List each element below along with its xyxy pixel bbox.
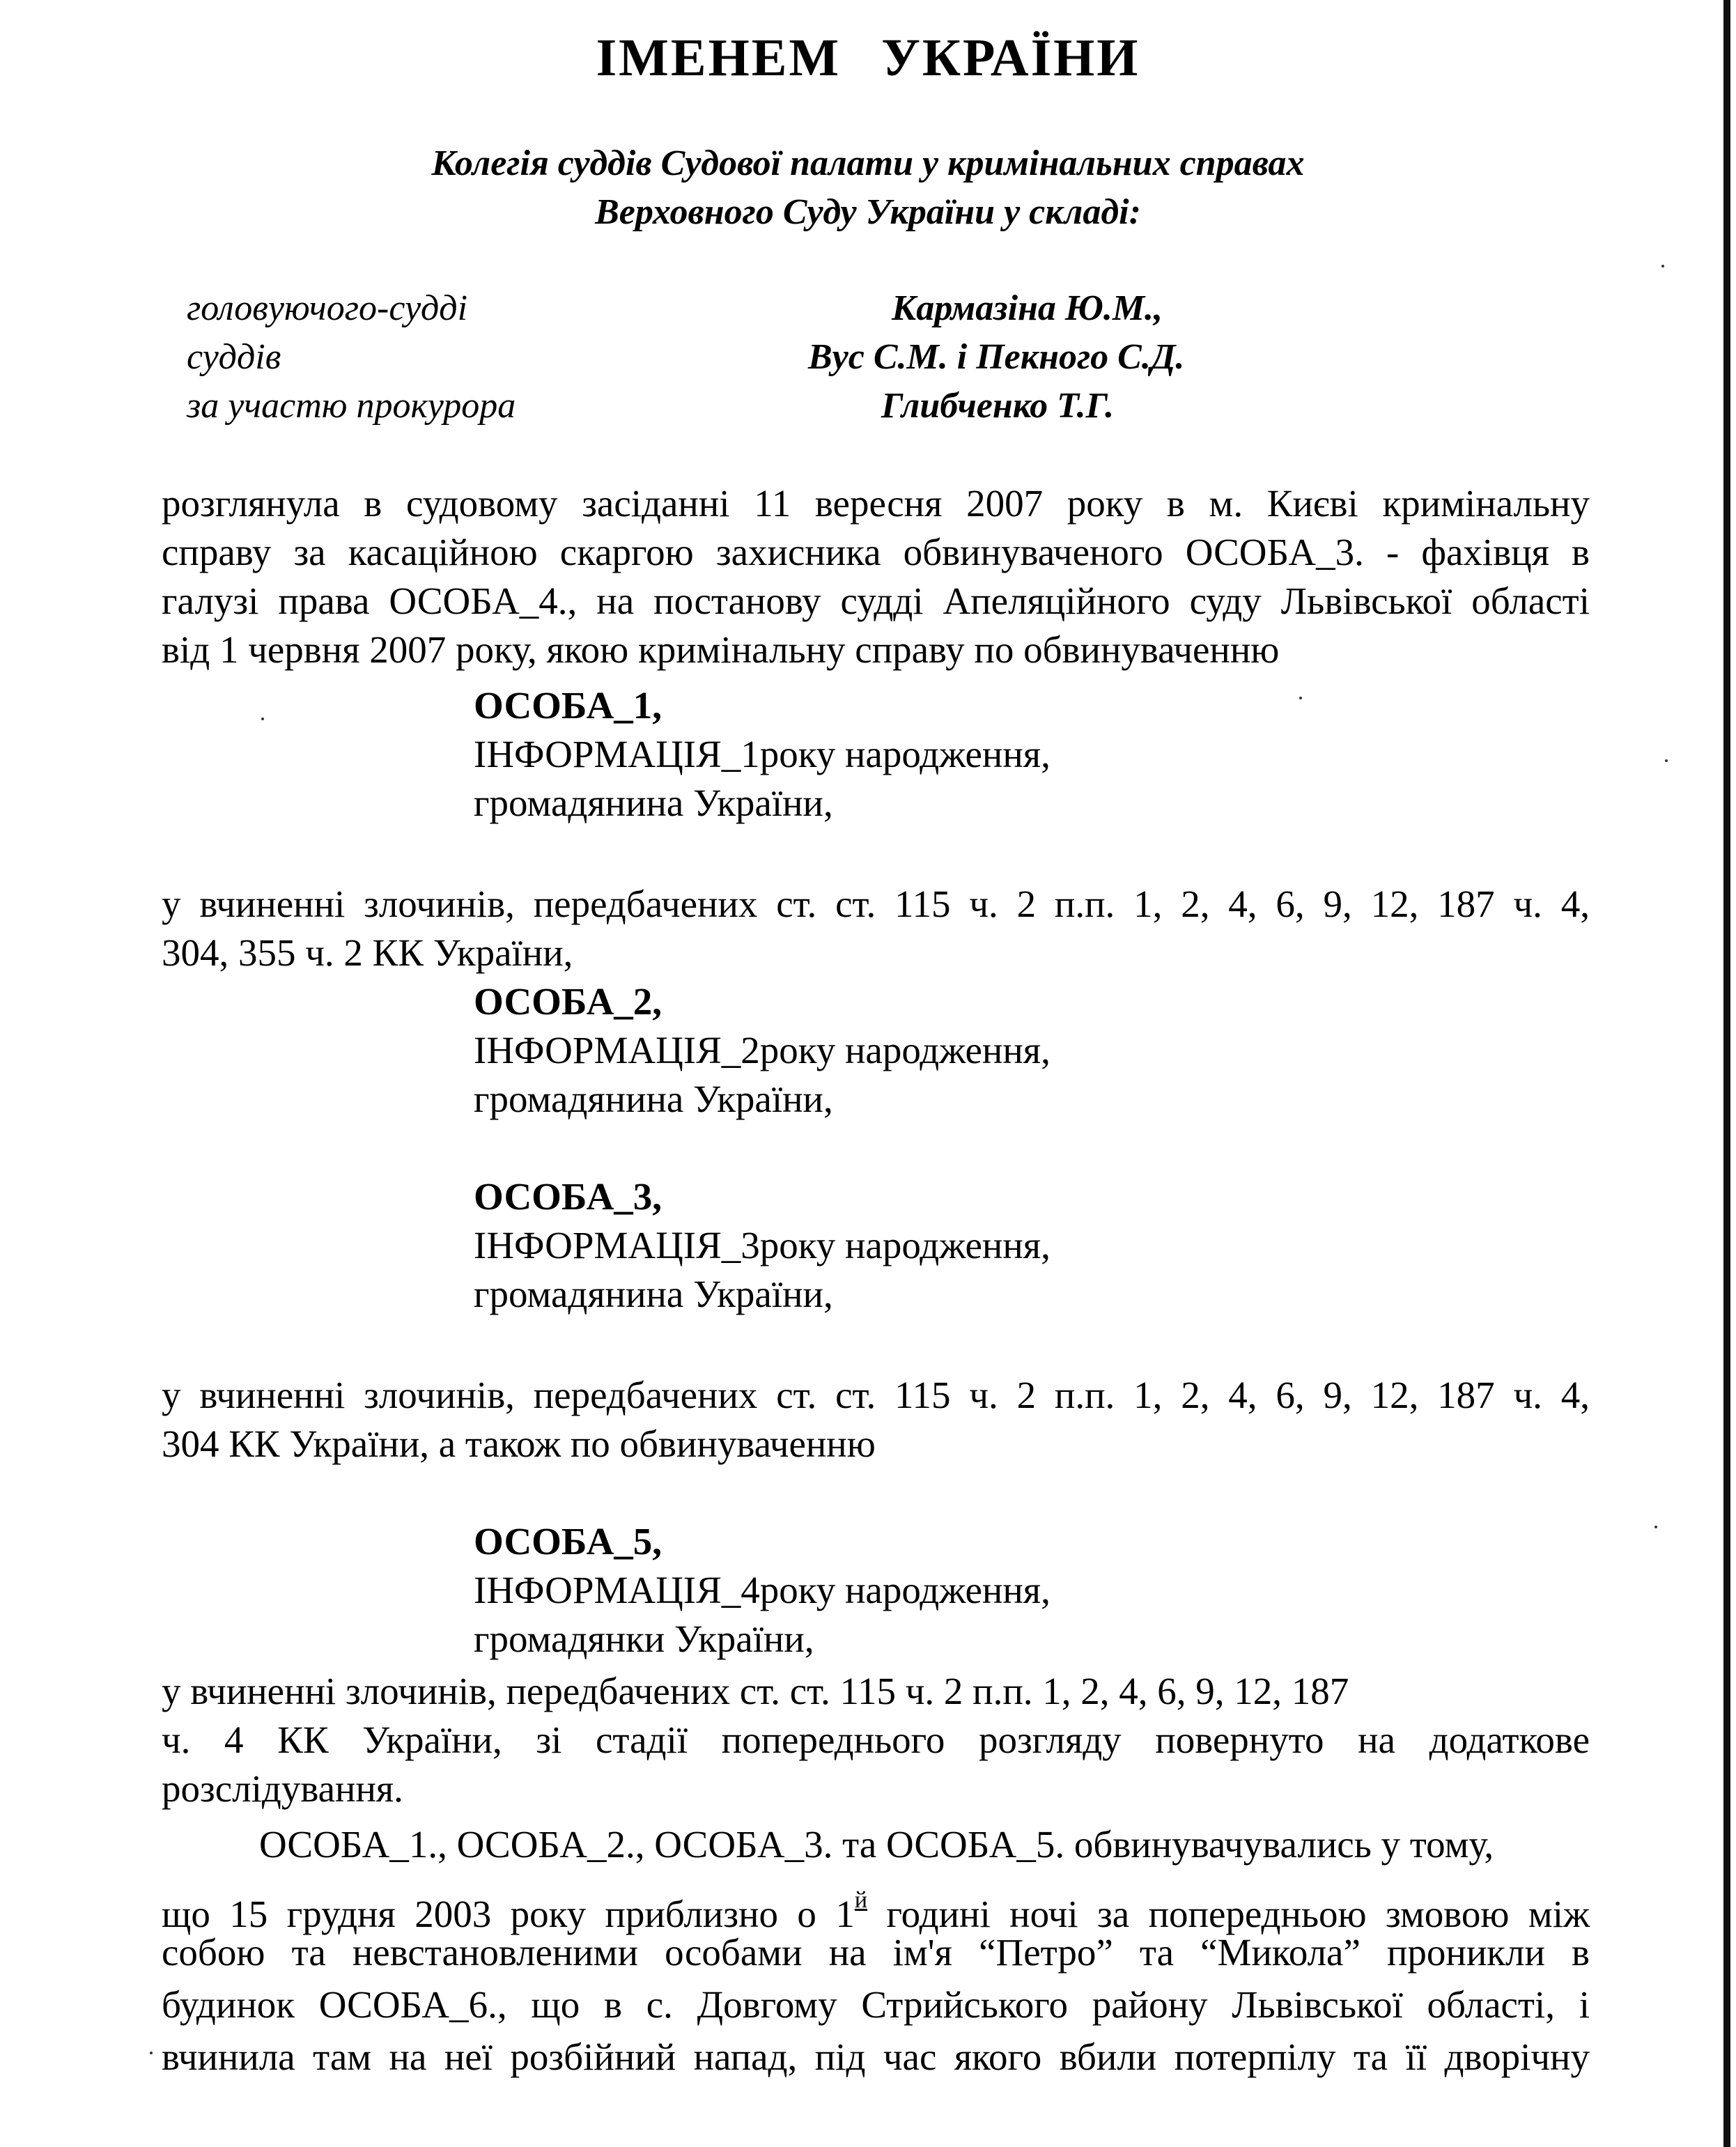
intro-line: розглянула в судовому засіданні 11 вересня 2007 року в м. Києві кримінальну bbox=[162, 482, 1590, 525]
ordinal-suffix: й bbox=[854, 1887, 868, 1913]
accusation-line: собою та невстановленими особами на ім'я “Петро” та “Микола” проникли в bbox=[162, 1931, 1590, 1974]
person-info: ІНФОРМАЦІЯ_2року народження, bbox=[474, 1029, 1051, 1071]
role-presiding: головуючого-судді bbox=[187, 288, 468, 328]
charge-line: ч. 4 КК України, зі стадії попереднього розгляду повернуто на додаткове bbox=[162, 1719, 1590, 1761]
role-judges: суддів bbox=[187, 337, 281, 377]
person-citizenship: громадянина України, bbox=[474, 1078, 833, 1120]
scan-speck bbox=[261, 718, 264, 720]
collegium-line-2: Верховного Суду України у складі: bbox=[595, 192, 1141, 232]
name-prosecutor: Глибченко Т.Г. bbox=[881, 386, 1115, 426]
accusation-text: що 15 грудня 2003 року приблизно о 1 bbox=[162, 1893, 855, 1935]
document-heading: ІМЕНЕМ УКРАЇНИ bbox=[596, 29, 1140, 87]
charge-line: 304 КК України, а також по обвинуваченню bbox=[162, 1423, 876, 1465]
charge-line: у вчиненні злочинів, передбачених ст. ст. 115 ч. 2 п.п. 1, 2, 4, 6, 9, 12, 187 ч. 4, bbox=[162, 1374, 1590, 1416]
scan-speck bbox=[1299, 697, 1302, 699]
intro-line: від 1 червня 2007 року, якою кримінальну справу по обвинуваченню bbox=[162, 628, 1280, 671]
person-name: ОСОБА_2, bbox=[474, 980, 662, 1023]
charge-line: 304, 355 ч. 2 КК України, bbox=[162, 931, 573, 974]
person-info: ІНФОРМАЦІЯ_3року народження, bbox=[474, 1224, 1051, 1266]
scan-edge bbox=[1723, 0, 1730, 2147]
charge-line: розслідування. bbox=[162, 1767, 403, 1810]
person-name: ОСОБА_5, bbox=[474, 1520, 662, 1563]
person-citizenship: громадянина України, bbox=[474, 782, 833, 824]
name-judges: Вус С.М. і Пекного С.Д. bbox=[808, 337, 1185, 377]
accusation-line: будинок ОСОБА_6., що в с. Довгому Стрийського району Львівської області, і bbox=[162, 1983, 1590, 2026]
person-citizenship: громадянки України, bbox=[474, 1618, 814, 1660]
person-citizenship: громадянина України, bbox=[474, 1273, 833, 1315]
charge-line: у вчиненні злочинів, передбачених ст. ст. 115 ч. 2 п.п. 1, 2, 4, 6, 9, 12, 187 ч. 4, bbox=[162, 883, 1590, 925]
scan-speck bbox=[1665, 759, 1668, 762]
person-name: ОСОБА_3, bbox=[474, 1175, 662, 1218]
person-info: ІНФОРМАЦІЯ_1року народження, bbox=[474, 733, 1051, 775]
collegium-line-1: Колегія суддів Судової палати у кримінальних справах bbox=[431, 144, 1305, 183]
person-info: ІНФОРМАЦІЯ_4року народження, bbox=[474, 1569, 1051, 1611]
intro-line: справу за касаційною скаргою захисника обвинуваченого ОСОБА_3. - фахівця в bbox=[162, 531, 1590, 573]
role-prosecutor: за участю прокурора bbox=[187, 386, 516, 426]
scan-speck bbox=[1654, 1526, 1657, 1528]
charge-line: у вчиненні злочинів, передбачених ст. ст. 115 ч. 2 п.п. 1, 2, 4, 6, 9, 12, 187 bbox=[162, 1670, 1349, 1712]
scan-speck bbox=[1661, 265, 1664, 268]
scan-speck bbox=[150, 2052, 153, 2054]
accusation-first-line: ОСОБА_1., ОСОБА_2., ОСОБА_3. та ОСОБА_5. обвинувачувались у тому, bbox=[259, 1823, 1494, 1866]
accusation-line: вчинила там на неї розбійний напад, під час якого вбили потерпілу та її дворічну bbox=[162, 2036, 1590, 2078]
intro-line: галузі права ОСОБА_4., на постанову судді Апеляційного суду Львівської області bbox=[162, 580, 1590, 622]
person-name: ОСОБА_1, bbox=[474, 684, 662, 727]
accusation-line bbox=[162, 1877, 1590, 1937]
name-presiding: Кармазіна Ю.М., bbox=[892, 288, 1163, 328]
accusation-text: годині ночі за попередньою змовою між bbox=[867, 1893, 1590, 1935]
